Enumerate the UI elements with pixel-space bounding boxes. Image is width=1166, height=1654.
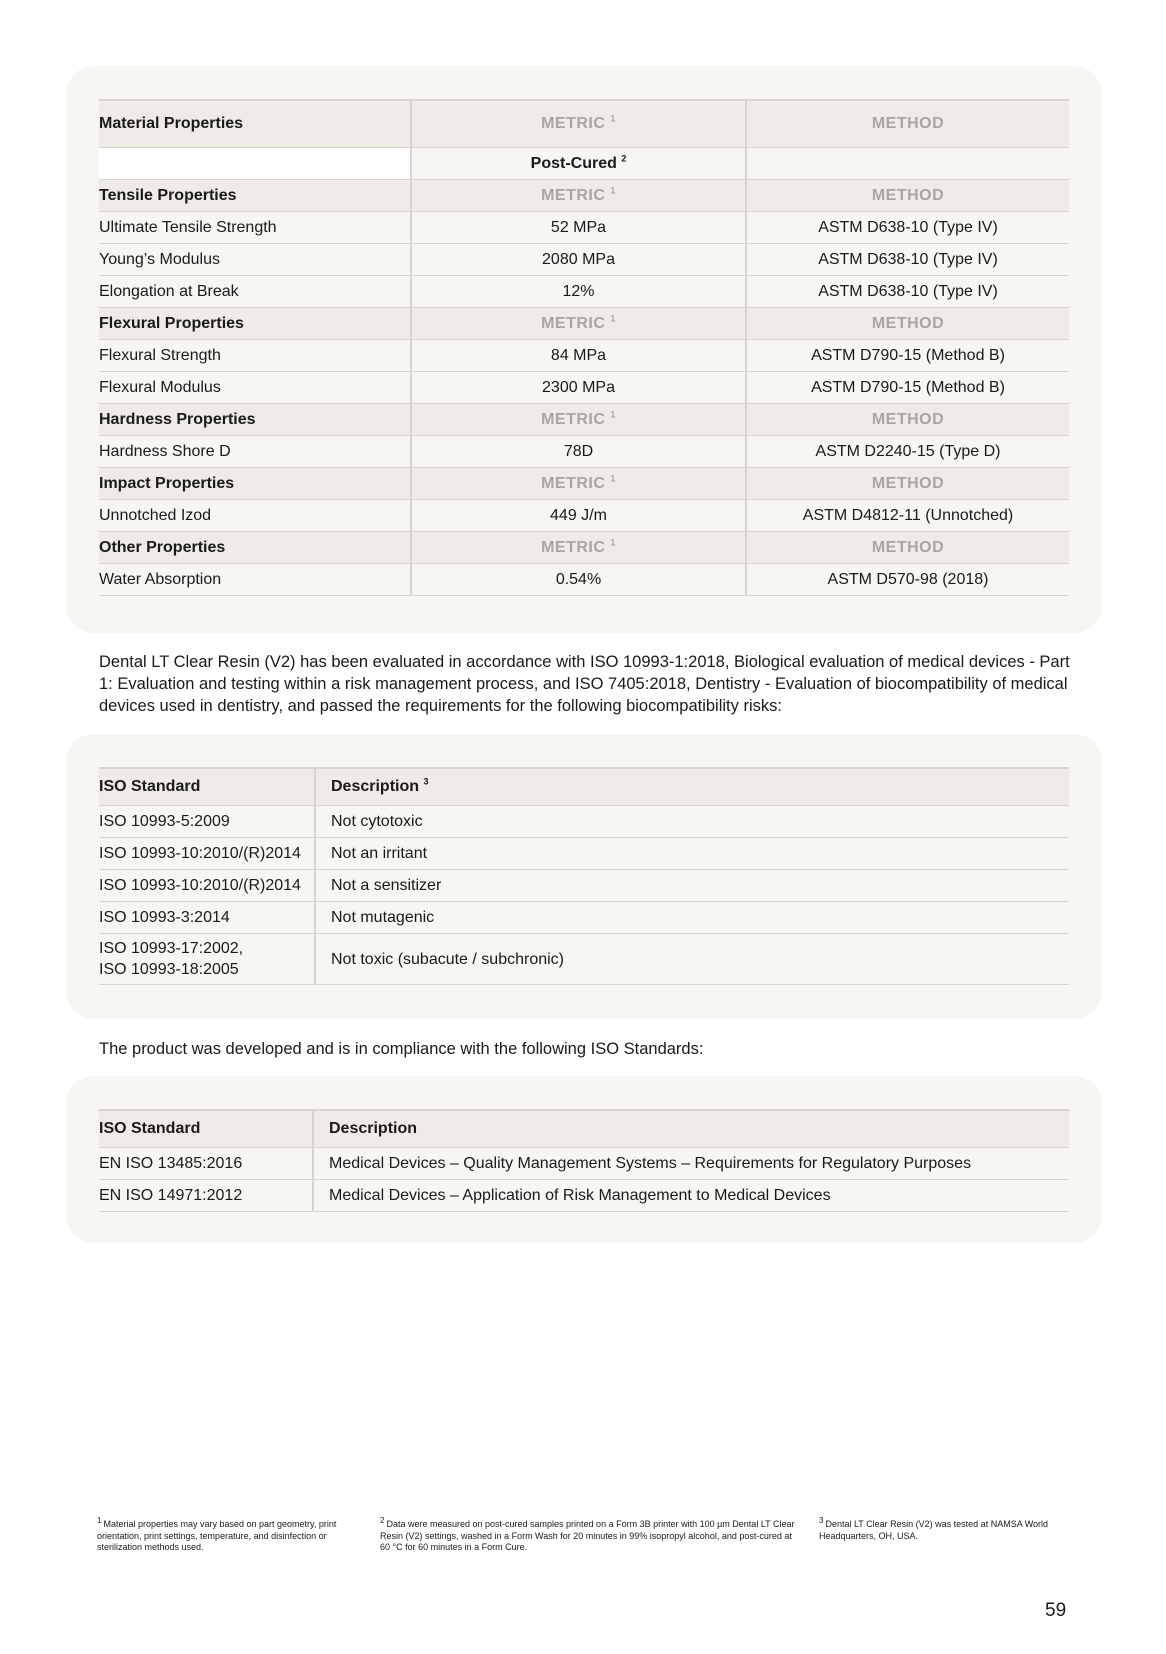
iso-standard: ISO 10993-5:2009	[99, 806, 315, 838]
compliance-card	[66, 1076, 1102, 1243]
table-row	[99, 500, 1069, 532]
property-name: Flexural Strength	[99, 340, 411, 372]
section-metric: METRIC $^1$	[411, 532, 746, 564]
description: Medical Devices – Quality Management Systems – Requirements for Regulatory Purposes	[313, 1148, 1069, 1180]
property-method: ASTM D4812-11 (Unnotched)	[746, 500, 1069, 532]
header-description: Description	[313, 1110, 1069, 1148]
section-metric: METRIC $^1$	[411, 180, 746, 212]
biocompatibility-table	[99, 767, 1069, 985]
section-header-row	[99, 532, 1069, 564]
section-title: Flexural Properties	[99, 308, 411, 340]
table-row	[99, 212, 1069, 244]
header-material-properties: Material Properties	[99, 100, 411, 148]
section-method: METHOD	[746, 468, 1069, 500]
compliance-table	[99, 1109, 1069, 1212]
section-header-row	[99, 404, 1069, 436]
property-value: 0.54%	[411, 564, 746, 596]
table-row	[99, 902, 1069, 934]
table-row	[99, 436, 1069, 468]
property-method: ASTM D2240-15 (Type D)	[746, 436, 1069, 468]
table-row	[99, 806, 1069, 838]
property-name: Flexural Modulus	[99, 372, 411, 404]
description: Medical Devices – Application of Risk Management to Medical Devices	[313, 1180, 1069, 1212]
property-value: 2300 MPa	[411, 372, 746, 404]
property-name: Ultimate Tensile Strength	[99, 212, 411, 244]
compliance-paragraph: The product was developed and is in compliance with the following ISO Standards:	[99, 1040, 704, 1058]
property-method: ASTM D638-10 (Type IV)	[746, 244, 1069, 276]
property-value: 52 MPa	[411, 212, 746, 244]
property-value: 12%	[411, 276, 746, 308]
property-method: ASTM D570-98 (2018)	[746, 564, 1069, 596]
biocompatibility-card	[66, 734, 1102, 1019]
table-row	[99, 838, 1069, 870]
property-value: 2080 MPa	[411, 244, 746, 276]
footnote-2: $^2$ Data were measured on post-cured samples printed on a Form 3B printer with 100 µm Dental LT Clear Resin (V2) settings, washed in a Form Wash for 20 minutes in 99% isopropyl alcohol, and post-cured at 60 °C for 60 minutes in a Form Cure.	[380, 1516, 795, 1552]
material-properties-card	[66, 66, 1102, 633]
table-subheader-row	[99, 148, 1069, 180]
section-title: Hardness Properties	[99, 404, 411, 436]
table-row	[99, 276, 1069, 308]
section-metric: METRIC $^1$	[411, 404, 746, 436]
section-metric: METRIC $^1$	[411, 468, 746, 500]
property-value: 78D	[411, 436, 746, 468]
section-title: Impact Properties	[99, 468, 411, 500]
section-method: METHOD	[746, 308, 1069, 340]
page-number: 59	[1045, 1600, 1067, 1621]
property-name: Unnotched Izod	[99, 500, 411, 532]
description: Not mutagenic	[315, 902, 1069, 934]
section-header-row	[99, 308, 1069, 340]
header-description: Description $^3$	[315, 768, 1069, 806]
property-name: Water Absorption	[99, 564, 411, 596]
property-value: 449 J/m	[411, 500, 746, 532]
table-row	[99, 340, 1069, 372]
property-method: ASTM D790-15 (Method B)	[746, 340, 1069, 372]
section-method: METHOD	[746, 404, 1069, 436]
section-method: METHOD	[746, 180, 1069, 212]
property-method: ASTM D790-15 (Method B)	[746, 372, 1069, 404]
biocompatibility-paragraph: Dental LT Clear Resin (V2) has been evaluated in accordance with ISO 10993-1:2018, Biological evaluation of medical devices - Part 1: Evaluation and testing within a risk management process, and ISO 7405:2018, Dentistry - Evaluation of biocompatibility of medical devices used in dentistry, and passed the requirements for the following biocompatibility risks:	[99, 653, 1070, 715]
table-row	[99, 564, 1069, 596]
iso-standard: ISO 10993-3:2014	[99, 902, 315, 934]
iso-standard: ISO 10993-10:2010/(R)2014	[99, 838, 315, 870]
description: Not cytotoxic	[315, 806, 1069, 838]
footnote-1: $^1$ Material properties may vary based on part geometry, print orientation, print settings, temperature, and disinfection or sterilization methods used.	[97, 1516, 337, 1552]
table-row	[99, 934, 1069, 985]
description: Not toxic (subacute / subchronic)	[315, 934, 1069, 985]
header-iso-standard: ISO Standard	[99, 768, 315, 806]
section-title: Other Properties	[99, 532, 411, 564]
table-row	[99, 244, 1069, 276]
section-header-row	[99, 180, 1069, 212]
property-method: ASTM D638-10 (Type IV)	[746, 212, 1069, 244]
iso-standard: EN ISO 13485:2016	[99, 1148, 313, 1180]
subheader-post-cured: Post-Cured $^2$	[411, 148, 746, 180]
material-properties-table	[99, 99, 1069, 596]
footnote-3: $^3$ Dental LT Clear Resin (V2) was tested at NAMSA World Headquarters, OH, USA.	[819, 1516, 1049, 1541]
property-name: Young’s Modulus	[99, 244, 411, 276]
table-header-row	[99, 100, 1069, 148]
table-header-row	[99, 1110, 1069, 1148]
description: Not a sensitizer	[315, 870, 1069, 902]
header-iso-standard: ISO Standard	[99, 1110, 313, 1148]
table-header-row	[99, 768, 1069, 806]
description: Not an irritant	[315, 838, 1069, 870]
section-metric: METRIC $^1$	[411, 308, 746, 340]
property-value: 84 MPa	[411, 340, 746, 372]
property-method: ASTM D638-10 (Type IV)	[746, 276, 1069, 308]
header-metric: METRIC $^1$	[411, 100, 746, 148]
iso-standard: EN ISO 14971:2012	[99, 1180, 313, 1212]
table-row	[99, 1180, 1069, 1212]
section-header-row	[99, 468, 1069, 500]
table-row	[99, 1148, 1069, 1180]
property-name: Hardness Shore D	[99, 436, 411, 468]
section-title: Tensile Properties	[99, 180, 411, 212]
iso-standard: ISO 10993-17:2002, ISO 10993-18:2005	[99, 934, 315, 985]
section-method: METHOD	[746, 532, 1069, 564]
iso-standard: ISO 10993-10:2010/(R)2014	[99, 870, 315, 902]
table-row	[99, 870, 1069, 902]
table-row	[99, 372, 1069, 404]
header-method: METHOD	[746, 100, 1069, 148]
property-name: Elongation at Break	[99, 276, 411, 308]
